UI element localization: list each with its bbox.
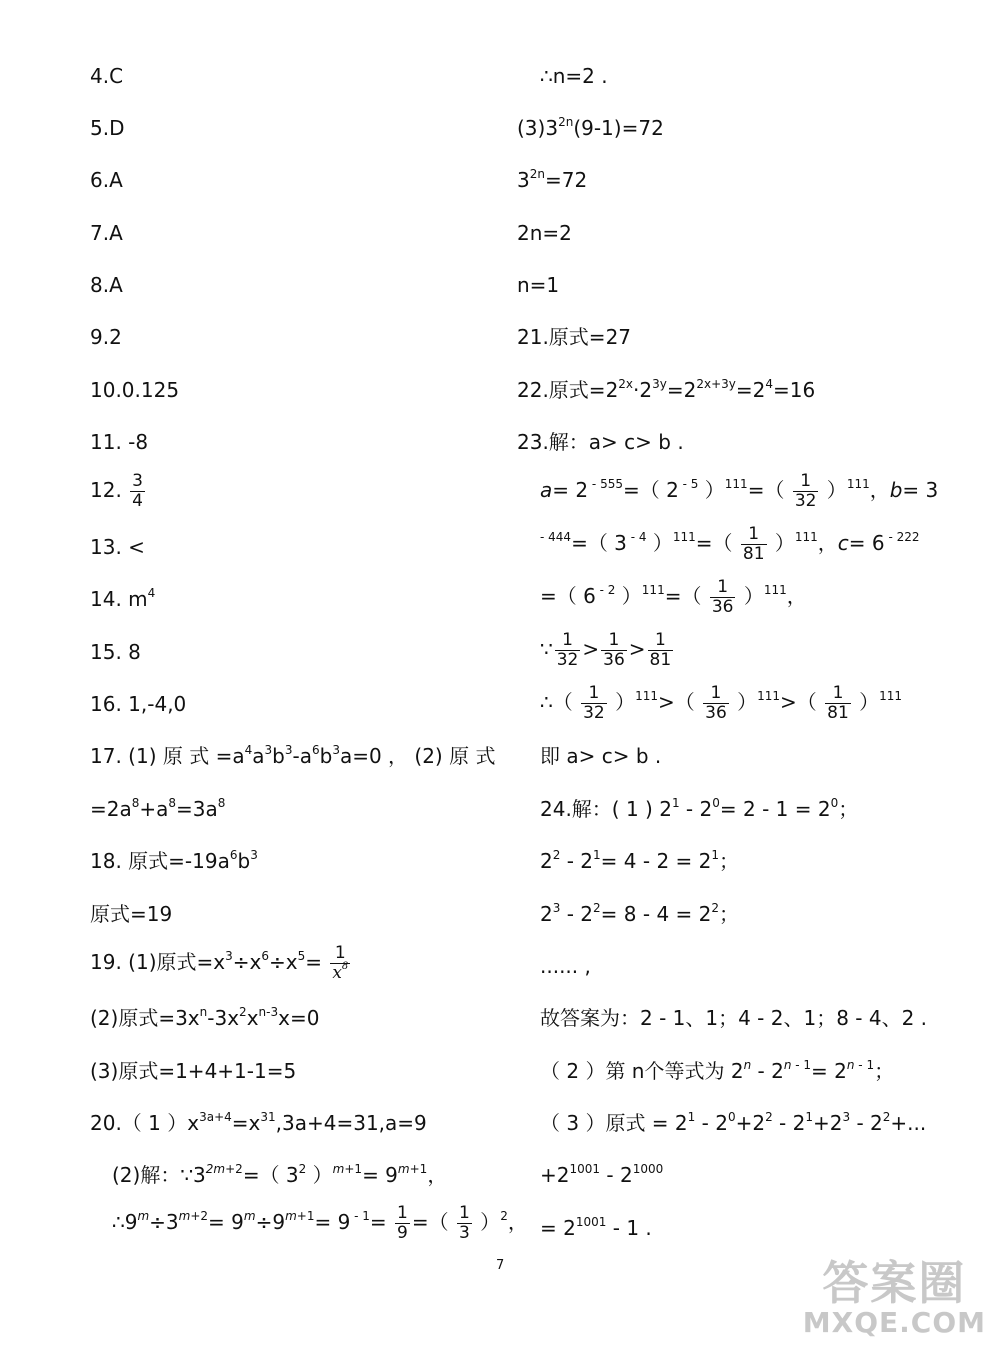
answer-24-answer: 故答案为：2 - 1、1；4 - 2、1；8 - 4、2 . (540, 1006, 928, 1030)
answer-12: 12. $\frac{3}{4}$ (90, 471, 143, 511)
answer-24-part3-line1: （ 3 ）原式 = $2^1 - 2^0+2^2 - 2^1+2^3 - 2^2+$... (540, 1110, 927, 1135)
answer-17-line1: 17. (1) 原 式 $=a^4a^3b^3-a^6b^3a=0$ ， (2) 原 式 (90, 743, 496, 768)
answer-14: 14. $m^4$ (90, 586, 156, 611)
answer-23-line1: a= 2 $^{- 555}$=（ 2 $^{- 5}$ ）$^{111}$=（ $\frac{1}{32}$ ）$^{111}$，b= 3 (540, 471, 939, 511)
answer-10: 10.0.125 (90, 378, 180, 402)
answer-20-part3-step1: $(3)3^{2n}(9-1)=72$ (517, 115, 664, 140)
answer-21: 21.原式=27 (517, 325, 632, 349)
page-number: 7 (496, 1258, 505, 1273)
answer-18-line1: 18. 原式$=-19a^6b^3$ (90, 848, 258, 873)
answer-24-line3: $2^3 - 2^2= 8 - 4 = 2^2$； (540, 901, 740, 926)
answer-24-part3-line3: = $2^{1001} - 1$ . (540, 1215, 652, 1240)
answer-15: 15. 8 (90, 640, 141, 664)
answer-23-line5: ∴（ $\frac{1}{32}$ ）$^{111}$>（ $\frac{1}{36}$ ）$^{111}$>（ $\frac{1}{81}$ ）$^{111}$ (540, 683, 903, 723)
answer-11: 11. -8 (90, 430, 149, 454)
answer-18-line2: 原式=19 (90, 902, 173, 926)
answer-13: 13. < (90, 535, 145, 559)
answer-24-line1: 24.解：( 1 ) $2^1 - 2^0= 2 - 1 = 2^0$； (540, 796, 859, 821)
answer-23-line4: ∵ $\frac{1}{32}$ > $\frac{1}{36}$ > $\frac{1}{81}$ (540, 630, 672, 670)
answer-20-part3-step2: $3^{2n}=72$ (517, 167, 588, 192)
answer-8: 8.A (90, 273, 123, 297)
answer-20-part1: 20.（ 1 ）$x^{3a+4}=x^{31},3a+4=31,a=9$ (90, 1110, 427, 1135)
answer-20-part3-step4: n=1 (517, 273, 560, 297)
answer-4: 4.C (90, 64, 124, 88)
answer-23-line2: $^{- 444}$=（ 3 $^{- 4}$ ）$^{111}$=（ $\frac{1}{81}$ ）$^{111}$，c= 6 $^{- 222}$ (540, 524, 920, 564)
answer-20-part2: (2)解：$\because 3^{2m+2}=$（ $3^2$ ）$^{m+1}= 9^{m+1}$， (112, 1162, 448, 1187)
answer-24-dots: ...... , (540, 954, 591, 978)
answer-20-part3: $\therefore 9^m\div 3^{m+2}= 9^m\div 9^{m+1}= 9$ $^{- 1}$= $\frac{1}{9}$ =（ $\frac{1}{3}$ ）$^2$， (112, 1203, 528, 1243)
answer-20-part3-step3: 2n=2 (517, 221, 572, 245)
answer-19-part3: (3)原式=1+4+1-1=5 (90, 1059, 297, 1083)
answer-9: 9.2 (90, 325, 122, 349)
answer-24-part2: （ 2 ）第 n个等式为 $2^n - 2^{n - 1}= 2^{n - 1}$； (540, 1058, 895, 1083)
answer-19-part2: (2)原式$=3x^n-3x^2x^{n-3}x=0$ (90, 1005, 320, 1030)
answer-20-conclusion: ∴n=2 . (540, 64, 608, 88)
answer-7: 7.A (90, 221, 123, 245)
answer-22: 22.原式$=2^{2x}\cdot 2^{3y}=2^{2x+3y}=2^4=16$ (517, 377, 816, 402)
answer-24-line2: $2^2 - 2^1= 4 - 2 = 2^1$； (540, 848, 740, 873)
answer-24-part3-line2: $+2^{1001} - 2^{1000}$ (540, 1162, 664, 1187)
watermark-logo: 答案圈 MXQE.COM (802, 1256, 986, 1339)
answer-23-conclusion: 即 a> c> b . (540, 744, 662, 768)
answer-23-head: 23.解：a> c> b . (517, 430, 684, 454)
answer-5: 5.D (90, 116, 125, 140)
answer-23-line3: =（ 6 $^{- 2}$ ）$^{111}$=（ $\frac{1}{36}$ ）$^{111}$， (540, 577, 807, 617)
answer-19-part1: 19. (1)原式$=x^3\div x^6\div x^5=$ $\frac{1}{x^8}$ (90, 943, 349, 983)
answer-16: 16. 1,-4,0 (90, 692, 187, 716)
answer-17-line2: $=2a^8+a^8=3a^8$ (90, 796, 226, 821)
answer-6: 6.A (90, 168, 123, 192)
